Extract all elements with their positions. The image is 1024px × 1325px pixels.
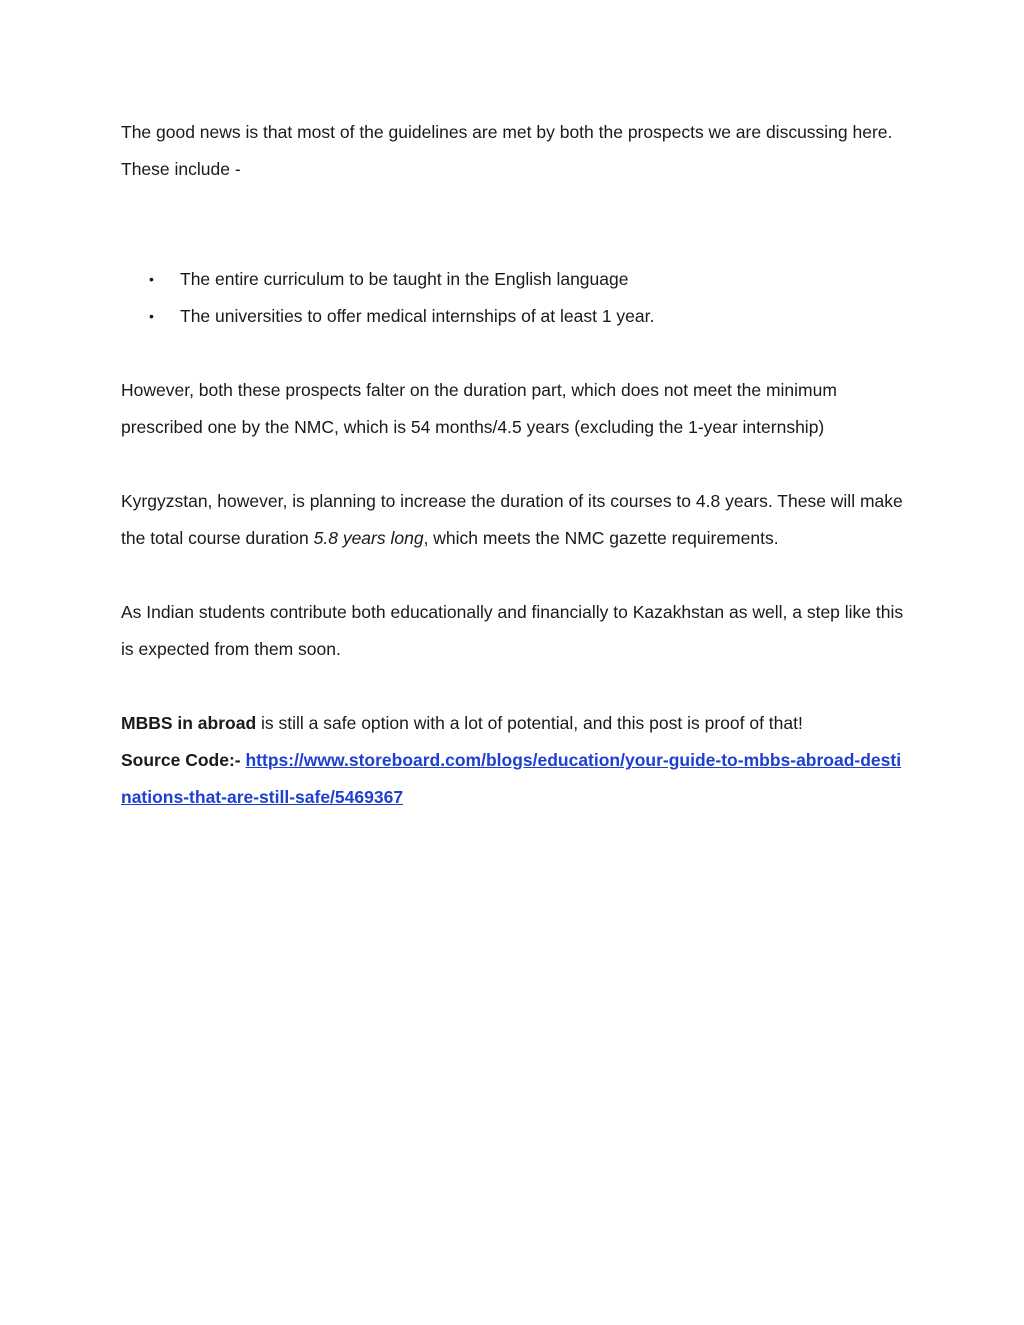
requirements-list (121, 261, 911, 335)
closing-text: is still a safe option with a lot of potential, and this post is proof of that! (256, 713, 803, 733)
closing-paragraph (121, 705, 911, 742)
list-item-text: The universities to offer medical internships of at least 1 year. (180, 306, 655, 326)
list-item (121, 298, 911, 335)
source-link[interactable]: https://www.storeboard.com/blogs/education/your-guide-to-mbbs-abroad-destinations-that-are-still-safe/5469367 (121, 750, 902, 807)
duration-emphasis: 5.8 years long (313, 528, 424, 548)
kyrgyzstan-text-start: Kyrgyzstan, however, is planning to increase the duration of its courses to 4.8 years. These will make the total course duration (121, 491, 903, 548)
source-line (121, 742, 911, 816)
spacer (121, 335, 911, 372)
spacer (121, 557, 911, 594)
spacer (121, 446, 911, 483)
list-item-text: The entire curriculum to be taught in the English language (180, 269, 629, 289)
kyrgyzstan-paragraph (121, 483, 911, 557)
list-item (121, 261, 911, 298)
source-label: Source Code:- (121, 750, 246, 770)
bullet-icon: • (149, 271, 154, 287)
kazakhstan-paragraph: As Indian students contribute both educationally and financially to Kazakhstan as well, a step like this is expected from them soon. (121, 602, 904, 659)
kyrgyzstan-text-end: , which meets the NMC gazette requirements. (423, 528, 779, 548)
bullet-icon: • (149, 308, 154, 324)
spacer (121, 668, 911, 705)
document-page (121, 114, 911, 816)
duration-paragraph: However, both these prospects falter on the duration part, which does not meet the minimum prescribed one by the NMC, which is 54 months/4.5 years (excluding the 1-year internship) (121, 380, 837, 437)
spacer (121, 188, 911, 261)
intro-paragraph: The good news is that most of the guidelines are met by both the prospects we are discussing here. These include - (121, 122, 893, 179)
mbbs-abroad-lead: MBBS in abroad (121, 713, 257, 733)
